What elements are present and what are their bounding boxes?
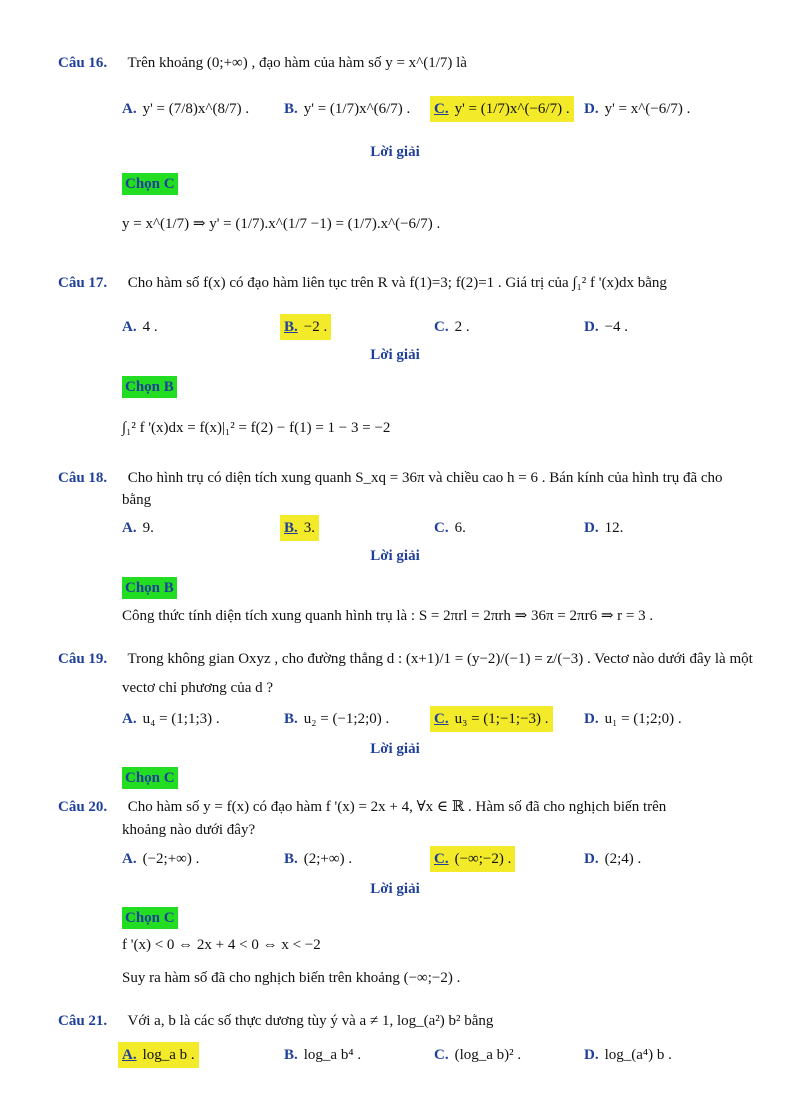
question-21 bbox=[58, 1010, 758, 1032]
question-text-cont: bằng bbox=[122, 492, 152, 508]
question-label: Câu 16. bbox=[58, 55, 108, 71]
question-text: Cho hàm số f(x) có đạo hàm liên tục trên R và f(1)=3; f(2)=1 . Giá trị của ∫₁² f '(x)dx bằng bbox=[127, 275, 667, 291]
options-17 bbox=[122, 314, 742, 340]
option-c[interactable]: C. 2 . bbox=[434, 319, 470, 335]
option-c-correct[interactable]: C. y' = (1/7)x^(−6/7) . bbox=[430, 96, 574, 122]
question-16 bbox=[58, 52, 758, 74]
solution-conclusion: Suy ra hàm số đã cho nghịch biến trên khoảng (−∞;−2) . bbox=[122, 970, 461, 986]
solution-work: ∫₁² f '(x)dx = f(x)|₁² = f(2) − f(1) = 1 − 3 = −2 bbox=[122, 420, 391, 436]
option-d[interactable]: D. (2;4) . bbox=[584, 851, 642, 867]
option-d[interactable]: D. 12. bbox=[584, 520, 624, 536]
option-c[interactable]: C. 6. bbox=[434, 520, 466, 536]
question-text: Cho hàm số y = f(x) có đạo hàm f '(x) = 2x + 4, ∀x ∈ ℝ . Hàm số đã cho nghịch biến trên bbox=[127, 799, 667, 815]
option-b-correct[interactable]: B. −2 . bbox=[280, 314, 331, 340]
choice-badge: Chọn C bbox=[122, 907, 178, 929]
options-18 bbox=[122, 515, 742, 541]
question-text: Cho hình trụ có diện tích xung quanh S_xq = 36π và chiều cao h = 6 . Bán kính của hình trụ đã cho bbox=[127, 470, 723, 486]
option-b[interactable]: B. y' = (1/7)x^(6/7) . bbox=[284, 101, 411, 117]
question-18 bbox=[58, 467, 758, 489]
option-a[interactable]: A. (−2;+∞) . bbox=[122, 851, 200, 867]
question-label: Câu 21. bbox=[58, 1013, 108, 1029]
choice-badge: Chọn C bbox=[122, 767, 178, 789]
option-c[interactable]: C. (log_a b)² . bbox=[434, 1047, 522, 1063]
options-20 bbox=[122, 846, 742, 872]
solution-title: Lời giải bbox=[370, 741, 420, 757]
solution-work: y = x^(1/7) ⇒ y' = (1/7).x^(1/7 −1) = (1/7).x^(−6/7) . bbox=[122, 216, 441, 232]
question-text-cont: vectơ chỉ phương của d ? bbox=[122, 680, 274, 696]
option-a[interactable]: A. 4 . bbox=[122, 319, 158, 335]
question-text: Trong không gian Oxyz , cho đường thẳng d : (x+1)/1 = (y−2)/(−1) = z/(−3) . Vectơ nào dưới đây là một bbox=[127, 651, 753, 667]
choice-badge: Chọn B bbox=[122, 376, 177, 398]
options-19 bbox=[122, 706, 742, 732]
choice-badge: Chọn C bbox=[122, 173, 178, 195]
option-a[interactable]: A. 9. bbox=[122, 520, 154, 536]
question-20 bbox=[58, 796, 758, 818]
options-21 bbox=[122, 1042, 742, 1068]
option-d[interactable]: D. −4 . bbox=[584, 319, 629, 335]
option-d[interactable]: D. log_(a⁴) b . bbox=[584, 1047, 672, 1063]
option-b[interactable]: B. u₂ = (−1;2;0) . bbox=[284, 711, 390, 727]
question-19 bbox=[58, 648, 758, 670]
solution-work: Công thức tính diện tích xung quanh hình trụ là : S = 2πrl = 2πrh ⇒ 36π = 2πr6 ⇒ r = 3 . bbox=[122, 608, 654, 624]
option-a[interactable]: A. u₄ = (1;1;3) . bbox=[122, 711, 220, 727]
question-label: Câu 18. bbox=[58, 470, 108, 486]
option-a[interactable]: A. y' = (7/8)x^(8/7) . bbox=[122, 101, 250, 117]
solution-title: Lời giải bbox=[370, 548, 420, 564]
option-b[interactable]: B. log_a b⁴ . bbox=[284, 1047, 362, 1063]
solution-work: f '(x) < 0 ⇔ 2x + 4 < 0 ⇔ x < −2 bbox=[122, 937, 321, 953]
option-c-correct[interactable]: C. (−∞;−2) . bbox=[430, 846, 515, 872]
solution-title: Lời giải bbox=[370, 144, 420, 160]
solution-title: Lời giải bbox=[370, 881, 420, 897]
question-label: Câu 20. bbox=[58, 799, 108, 815]
solution-title: Lời giải bbox=[370, 347, 420, 363]
question-label: Câu 17. bbox=[58, 275, 108, 291]
option-b-correct[interactable]: B. 3. bbox=[280, 515, 319, 541]
question-label: Câu 19. bbox=[58, 651, 108, 667]
option-d[interactable]: D. u₁ = (1;2;0) . bbox=[584, 711, 682, 727]
option-b[interactable]: B. (2;+∞) . bbox=[284, 851, 353, 867]
question-text: Trên khoảng (0;+∞) , đạo hàm của hàm số y = x^(1/7) là bbox=[127, 55, 467, 71]
question-text-cont: khoảng nào dưới đây? bbox=[122, 822, 256, 838]
option-a-correct[interactable]: A. log_a b . bbox=[118, 1042, 199, 1068]
question-17 bbox=[58, 272, 758, 294]
choice-badge: Chọn B bbox=[122, 577, 177, 599]
option-c-correct[interactable]: C. u₃ = (1;−1;−3) . bbox=[430, 706, 553, 732]
option-d[interactable]: D. y' = x^(−6/7) . bbox=[584, 101, 691, 117]
options-16 bbox=[122, 96, 742, 122]
question-text: Với a, b là các số thực dương tùy ý và a ≠ 1, log_(a²) b² bằng bbox=[127, 1013, 494, 1029]
